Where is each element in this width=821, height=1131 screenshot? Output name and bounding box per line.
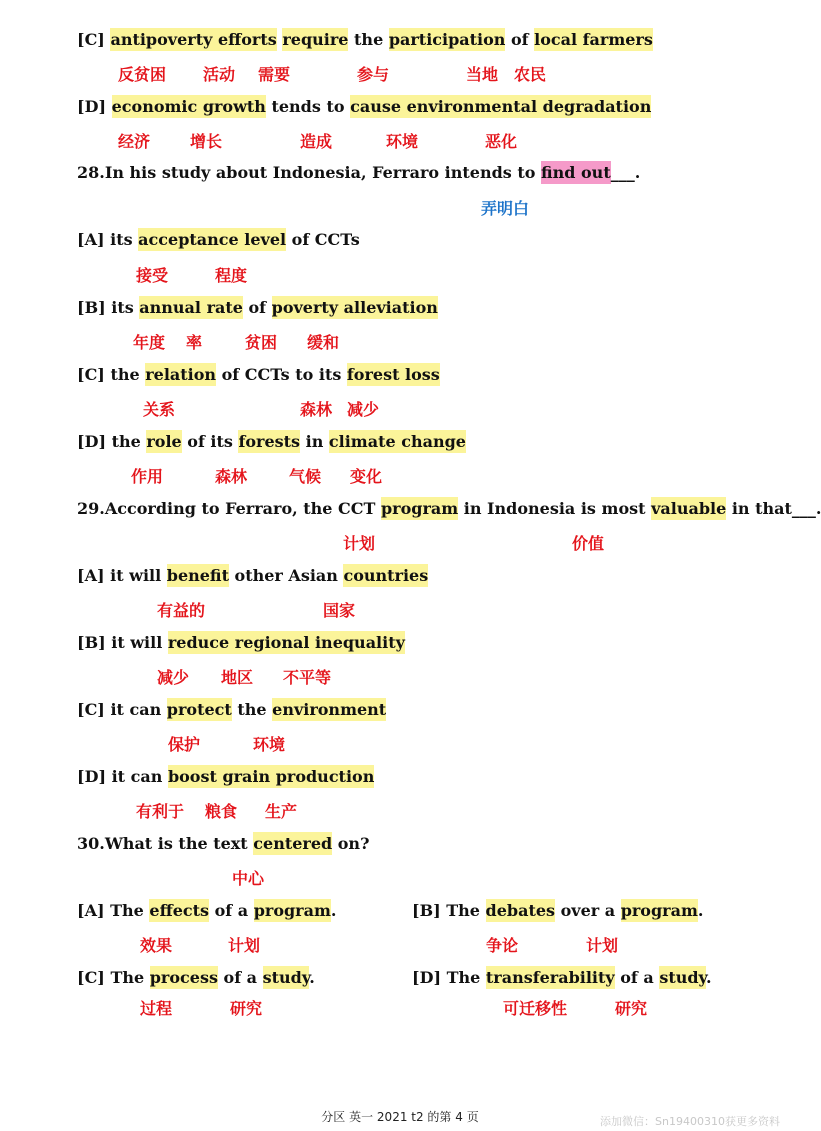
highlighted-phrase: annual rate [139,298,243,317]
annotation: 当地 [466,65,499,84]
annotation: 森林 [215,467,248,486]
highlighted-phrase: countries [343,566,429,585]
annotation: 环境 [386,132,419,151]
option-28d [77,427,466,457]
highlighted-phrase: climate change [328,432,466,451]
annotation: 计划 [586,936,619,955]
watermark: 添加微信：Sn19400310获更多资料 [600,1115,780,1128]
annotation: 活动 [203,65,236,84]
text-segment: of a [209,901,254,920]
text-segment: [A] it will [77,566,167,585]
annotation: 作用 [131,467,164,486]
text-segment: 29.According to Ferraro, the CCT [77,499,381,518]
text-segment: [D] it can [77,767,168,786]
highlighted-phrase: local farmers [534,30,653,49]
highlighted-phrase: cause environmental degradation [350,97,652,116]
annotation: 不平等 [283,668,332,687]
option-29d [77,762,374,792]
text-segment: of [505,30,535,49]
annotation: 环境 [253,735,286,754]
annotation: 保护 [168,735,201,754]
annotation: 参与 [357,65,390,84]
annotation: 计划 [228,936,261,955]
text-segment: of its [181,432,239,451]
question-29 [77,494,821,524]
option-28c [77,360,440,390]
option-27c [77,25,653,55]
annotation: 接受 [136,266,169,285]
annotation: 年度 [133,333,166,352]
option-29b [77,628,405,658]
highlighted-phrase: require [282,30,349,49]
text-segment: . [697,901,704,920]
highlighted-phrase: transferability [485,968,615,987]
annotation: 弄明白 [481,199,530,218]
text-segment: . [706,968,712,987]
annotation: 需要 [258,65,291,84]
highlighted-phrase: program [253,901,331,920]
annotation: 恶化 [485,132,518,151]
option-29c [77,695,386,725]
option-30a [77,896,336,926]
text-segment: in that___. [726,499,821,518]
highlighted-phrase: antipoverty efforts [110,30,277,49]
option-30c [77,963,315,993]
highlighted-phrase: program [380,499,459,518]
highlighted-phrase: protect [166,700,232,719]
text-segment: [B] its [77,298,140,317]
highlighted-phrase: study [659,968,706,987]
text-segment: [D] The [412,968,486,987]
text-segment: [B] it will [77,633,168,652]
annotation: 地区 [221,668,254,687]
annotation: 减少 [157,668,190,687]
text-segment: [C] it can [77,700,167,719]
text-segment: 28.In his study about Indonesia, Ferraro intends to [77,163,541,182]
text-segment: 30.What is the text [77,834,254,853]
highlighted-phrase: benefit [166,566,229,585]
highlighted-phrase: environment [272,700,387,719]
annotation: 生产 [265,802,298,821]
text-segment: [A] The [77,901,150,920]
text-segment: . [309,968,315,987]
text-segment: in [300,432,329,451]
highlighted-phrase: participation [388,30,506,49]
highlighted-phrase: process [149,968,218,987]
text-segment: [D] the [77,432,147,451]
option-28a [77,225,360,255]
annotation: 关系 [143,400,176,419]
option-27d [77,92,651,122]
highlighted-phrase: relation [145,365,217,384]
option-29a [77,561,428,591]
annotation: 有益的 [157,601,206,620]
highlighted-phrase: debates [485,901,556,920]
annotation: 减少 [347,400,380,419]
text-segment: of CCTs [286,230,360,249]
text-segment: of a [614,968,660,987]
annotation: 价值 [572,534,605,553]
annotation: 国家 [323,601,356,620]
text-segment: tends to [265,97,351,116]
text-segment: of a [217,968,263,987]
text-segment: other Asian [228,566,344,585]
highlighted-phrase: poverty alleviation [271,298,438,317]
annotation: 缓和 [307,333,340,352]
highlighted-phrase: role [146,432,182,451]
highlighted-phrase: effects [149,901,210,920]
annotation: 计划 [343,534,376,553]
annotation: 效果 [140,936,173,955]
highlighted-phrase: economic growth [111,97,266,116]
annotation: 经济 [118,132,151,151]
text-segment: [D] [77,97,112,116]
text-segment: . [330,901,337,920]
annotation: 研究 [615,999,648,1018]
annotation: 程度 [215,266,248,285]
annotation: 研究 [230,999,263,1018]
text-segment: [C] The [77,968,150,987]
text-segment: [B] The [412,901,486,920]
highlighted-phrase: boost grain production [167,767,375,786]
highlighted-phrase: centered [253,834,333,853]
annotation: 有利于 [136,802,185,821]
option-30b [412,896,703,926]
text-segment: [A] its [77,230,139,249]
highlighted-phrase: forest loss [346,365,440,384]
annotation: 中心 [232,869,265,888]
text-segment: over a [555,901,621,920]
text-segment: [C] [77,30,111,49]
annotation: 争论 [486,936,519,955]
option-30d [412,963,712,993]
annotation: 贫困 [245,333,278,352]
question-30 [77,829,369,859]
highlighted-phrase: program [620,901,698,920]
highlighted-phrase: reduce regional inequality [167,633,405,652]
text-segment: the [348,30,389,49]
text-segment: of CCTs to its [216,365,347,384]
text-segment: ___. [610,163,641,182]
text-segment: in Indonesia is most [458,499,652,518]
annotation: 农民 [514,65,547,84]
annotation: 过程 [140,999,173,1018]
text-segment: of [242,298,272,317]
page-footer: 分区 英一 2021 t2 的第 4 页 [321,1110,479,1124]
annotation: 气候 [289,467,322,486]
highlighted-phrase: study [262,968,310,987]
annotation: 森林 [300,400,333,419]
text-segment: on? [332,834,370,853]
annotation: 粮食 [205,802,238,821]
annotation: 反贫困 [118,65,167,84]
annotation: 增长 [190,132,223,151]
text-segment: the [231,700,273,719]
option-28b [77,293,438,323]
annotation: 率 [186,333,203,352]
highlighted-phrase: valuable [651,499,727,518]
highlighted-phrase-pink: find out [540,163,611,182]
highlighted-phrase: forests [238,432,301,451]
text-segment: [C] the [77,365,146,384]
annotation: 可迁移性 [503,999,568,1018]
annotation: 变化 [350,467,383,486]
highlighted-phrase: acceptance level [138,230,287,249]
question-28 [77,158,640,188]
annotation: 造成 [300,132,333,151]
